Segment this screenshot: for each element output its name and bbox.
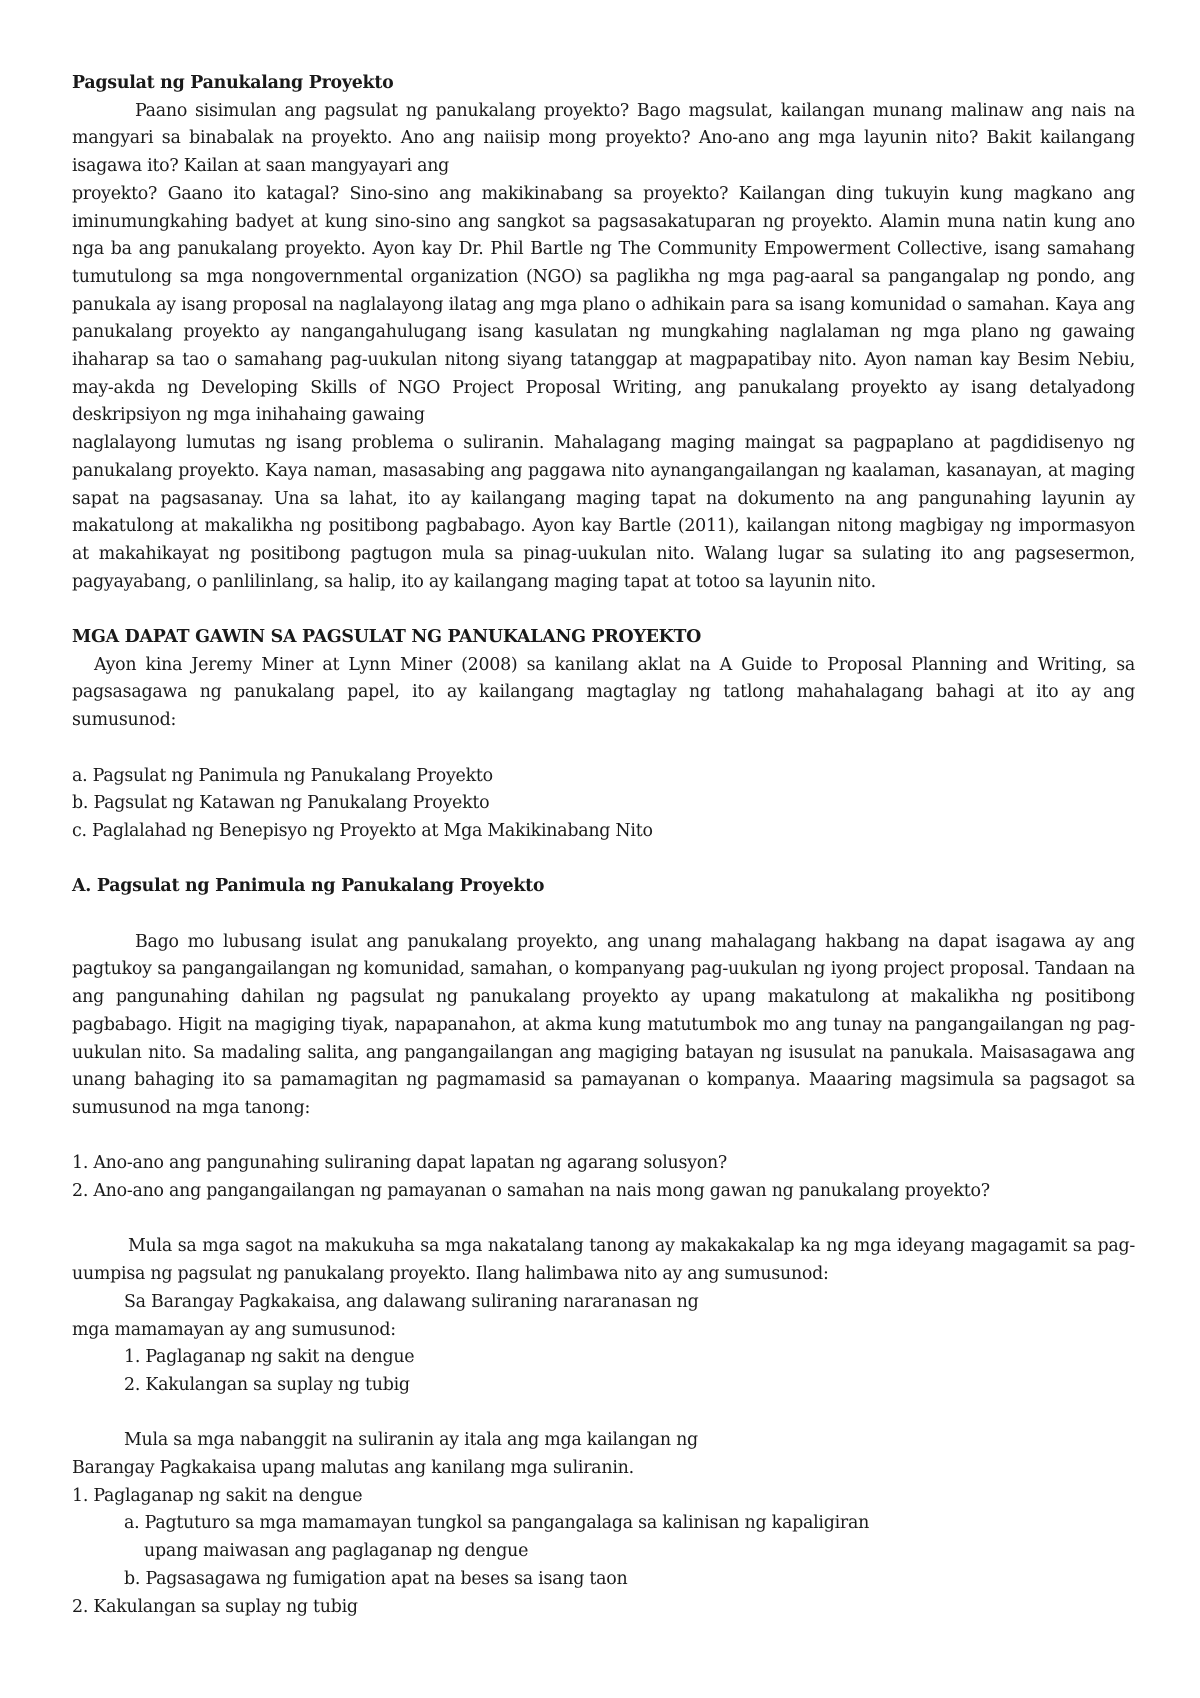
need-title: 1. Paglaganap ng sakit na dengue [72, 1485, 363, 1506]
need-title: 2. Kakulangan sa suplay ng tubig [72, 1596, 358, 1617]
need-subitem-continued: upang maiwasan ang paglaganap ng dengue [144, 1541, 529, 1562]
spacer [72, 901, 1135, 929]
paragraph-halimbawa: Mula sa mga sagot na makukuha sa mga nakatalang tanong ay makakakalap ka ng mga ideyang magagamit sa pag-uumpisa ng pagsulat ng panukalang proyekto. Ilang halimbawa nito ay ang sumusunod: [72, 1236, 1135, 1285]
paragraph-miner: Ayon kina Jeremy Miner at Lynn Miner (2008) sa kanilang aklat na A Guide to Proposal Planning and Writing, sa pagsasagawa ng panukalang papel, ito ay kailangang magtaglay ng tatlong mahahalagang bahagi at ito ay ang sumusunod: [72, 654, 1135, 731]
list-item: c. Paglalahad ng Benepisyo ng Proyekto at Mga Makikinabang Nito [72, 820, 653, 841]
section-title-pagsulat: Pagsulat ng Panukalang Proyekto [72, 73, 394, 93]
section-title-mga-dapat-gawin: MGA DAPAT GAWIN SA PAGSULAT NG PANUKALANG PROYEKTO [72, 627, 702, 648]
paragraph-intro: Paano sisimulan ang pagsulat ng panukalang proyekto? Bago magsulat, kailangan munang malinaw ang nais na mangyari sa binabalak na proyekto. Ano ang naiisip mong proyekto? Ano-ano ang mga layunin nito? Bakit kailangang isagawa ito? Kailan at saan mangyayari ang [72, 100, 1135, 177]
paragraph-definition: proyekto? Gaano ito katagal? Sino-sino ang makikinabang sa proyekto? Kailangan ding tukuyin kung magkano ang iminumungkahing badyet at kung sino-sino ang sangkot sa pagsasakatuparan ng proyekto. Alamin muna natin kung ano nga ba ang panukalang proyekto. Ayon kay Dr. Phil Bartle ng The Community Empowerment Collective, isang samahang tumutulong sa mga nongovernmental organization (NGO) sa paglikha ng mga pag-aaral sa pangangalap ng pondo, ang panukala ay isang proposal na naglalayong ilatag ang mga plano o adhikain para sa isang komunidad o samahan. Kaya ang panukalang proyekto ay nangangahulugang isang kasulatan ng mungkahing naglalaman ng mga plano ng gawaing ihaharap sa tao o samahang pag-uukulan nitong siyang tatanggap at magpapatibay nito. Ayon naman kay Besim Nebiu, may-akda ng Developing Skills of NGO Project Proposal Writing, ang panukalang proyekto ay isang detalyadong deskripsiyon ng mga inihahaing gawaing [72, 183, 1135, 426]
needs-intro-continued: Barangay Pagkakaisa upang malutas ang kanilang mga suliranin. [72, 1458, 634, 1479]
list-item: a. Pagsulat ng Panimula ng Panukalang Proyekto [72, 765, 493, 786]
document-page [72, 70, 1135, 1621]
needs-intro: Mula sa mga nabanggit na suliranin ay itala ang mga kailangan ng [124, 1430, 698, 1451]
paragraph-purpose: naglalayong lumutas ng isang problema o suliranin. Mahalagang maging maingat sa pagpaplano at pagdidisenyo ng panukalang proyekto. Kaya naman, masasabing ang paggawa nito aynangangailangan ng kaalaman, kasanayan, at maging sapat na pagsasanay. Una sa lahat, ito ay kailangang maging tapat na dokumento na ang pangunahing layunin ay makatulong at makalikha ng positibong pagbabago. Ayon kay Bartle (2011), kailangan nitong magbigay ng impormasyon at makahikayat ng positibong pagtugon mula sa pinag-uukulan nito. Walang lugar sa sulating ito ang pagsesermon, pagyayabang, o panlilinlang, sa halip, ito ay kailangang maging tapat at totoo sa layunin nito. [72, 433, 1135, 592]
list-item: b. Pagsulat ng Katawan ng Panukalang Proyekto [72, 793, 490, 814]
question-item: 1. Ano-ano ang pangunahing suliraning dapat lapatan ng agarang solusyon? [72, 1153, 728, 1174]
paragraph-pangangailangan: Bago mo lubusang isulat ang panukalang proyekto, ang unang mahalagang hakbang na dapat isagawa ay ang pagtukoy sa pangangailangan ng komunidad, samahan, o kompanyang pag-uukulan ng iyong project proposal. Tandaan na ang pangunahing dahilan ng pagsulat ng panukalang proyekto ay upang makatulong at makalikha ng positibong pagbabago. Higit na magiging tiyak, napapanahon, at akma kung matutumbok mo ang tunay na pangangailangan ng pag-uukulan nito. Sa madaling salita, ang pangangailangan ang magiging batayan ng isusulat na panukala. Maisasagawa ang unang bahaging ito sa pamamagitan ng pagmamasid sa pamayanan o kompanya. Maaaring magsimula sa pagsagot sa sumusunod na mga tanong: [72, 931, 1135, 1118]
example-item: 1. Paglaganap ng sakit na dengue [124, 1347, 415, 1368]
spacer [72, 1206, 1135, 1234]
example-intro-continued: mga mamamayan ay ang sumusunod: [72, 1319, 396, 1340]
example-item: 2. Kakulangan sa suplay ng tubig [124, 1374, 410, 1395]
need-subitem: b. Pagsasagawa ng fumigation apat na beses sa isang taon [124, 1568, 628, 1589]
spacer [72, 596, 1135, 624]
need-subitem: a. Pagtuturo sa mga mamamayan tungkol sa pangangalaga sa kalinisan ng kapaligiran [124, 1513, 870, 1534]
example-intro: Sa Barangay Pagkakaisa, ang dalawang suliraning nararanasan ng [124, 1291, 699, 1312]
spacer [72, 1400, 1135, 1428]
spacer [72, 735, 1135, 763]
spacer [72, 846, 1135, 874]
spacer [72, 1123, 1135, 1151]
question-item: 2. Ano-ano ang pangangailangan ng pamayanan o samahan na nais mong gawan ng panukalang proyekto? [72, 1181, 990, 1202]
section-title-panimula: A. Pagsulat ng Panimula ng Panukalang Proyekto [72, 876, 545, 897]
